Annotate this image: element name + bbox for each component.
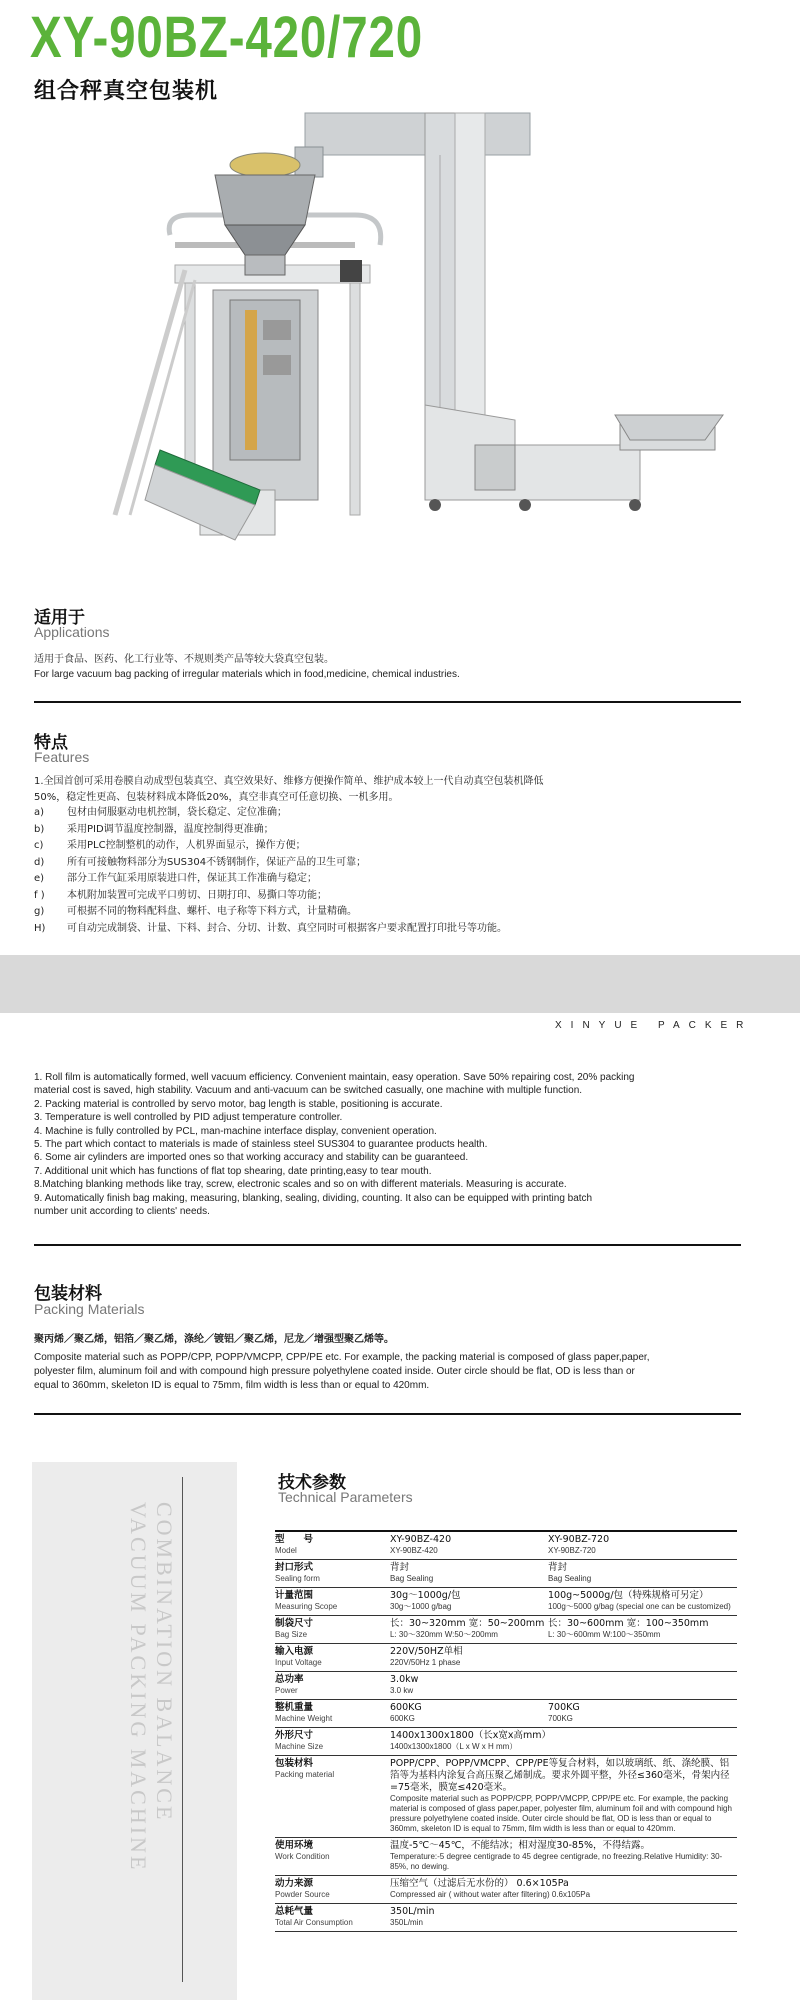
param-value-en: Bag Sealing (390, 1574, 434, 1583)
spec-row (275, 1700, 737, 1728)
param-value-en: XY-90BZ-420 (390, 1546, 438, 1555)
packing-text-en-3: equal to 360mm, skeleton ID is equal to 75mm, film width is less than or equal to 420mm. (34, 1380, 430, 1391)
spec-row (275, 1904, 737, 1932)
param-value-en: 220V/50Hz 1 phase (390, 1658, 461, 1667)
param-value-en: Composite material such as POPP/CPP, POPP/VMCPP, CPP/PE etc. For example, the packing material is composed of glass paper,paper, polyester film, aluminum foil and with compound high pressure polyethylene coated inside. Outer circle should be flat, OD is less than or equal to 360mm, skeleton ID is equal to 75mm, film width is less than or equal to 420mm. (390, 1794, 732, 1833)
param-name-cn: 计量范围 (275, 1590, 314, 1601)
param-name-cn: 使用环境 (275, 1840, 314, 1851)
packing-heading-cn: 包装材料 (34, 1284, 102, 1304)
feature-en-line: 4. Machine is fully controlled by PCL, man-machine interface display, convenient operation. (34, 1125, 437, 1137)
packing-text-en-2: polyester film, aluminum foil and with compound high pressure polyethylene coated inside. Outer circle should be flat, OD is less than or (34, 1366, 635, 1377)
feature-item: a) 包材由伺服驱动电机控制，袋长稳定、定位准确； (34, 807, 287, 818)
param-value-cn: 3.0kw (390, 1674, 419, 1685)
spec-row (275, 1616, 737, 1644)
spec-row (275, 1838, 737, 1876)
param-value-cn: 1400x1300x1800（长x宽x高mm） (390, 1730, 552, 1741)
side-panel (32, 1462, 237, 2000)
feature-item: d) 所有可接触物料部分为SUS304不锈钢制作，保证产品的卫生可靠； (34, 856, 367, 868)
param-value-en: Temperature:-5 degree centigrade to 45 degree centigrade, no freezing.Relative Humidity: 30-85%, no dewing. (390, 1852, 723, 1871)
divider (34, 1413, 741, 1415)
features-heading-en: Features (34, 749, 90, 765)
applications-heading-en: Applications (34, 624, 110, 640)
divider (34, 701, 741, 703)
param-value-cn: 压缩空气（过滤后无水份的） 0.6×105Pa (390, 1878, 569, 1889)
param-name-cn: 外形尺寸 (275, 1730, 314, 1741)
feature-en-line: 2. Packing material is controlled by servo motor, bag length is stable, positioning is accurate. (34, 1098, 443, 1110)
feature-item: e) 部分工作气缸采用原装进口件，保证其工作准确与稳定； (34, 873, 317, 884)
feature-en-line: 7. Additional unit which has functions of flat top shearing, date printing,easy to tear mouth. (34, 1165, 432, 1177)
param-value-cn: 700KG (548, 1702, 580, 1713)
param-value-en: 3.0 kw (390, 1686, 414, 1695)
param-value-en: 700KG (548, 1714, 573, 1723)
param-name-cn: 包装材料 (275, 1758, 314, 1769)
param-name-cn: 型 号 (275, 1534, 314, 1545)
param-value-en: L: 30～600mm W:100～350mm (548, 1630, 661, 1639)
applications-text-en: For large vacuum bag packing of irregular materials which in food,medicine, chemical industries. (34, 669, 460, 680)
param-value-cn: 背封 (548, 1562, 568, 1573)
param-value-en: 350L/min (390, 1918, 423, 1927)
param-value-en: Bag Sealing (548, 1574, 592, 1583)
param-value-en: Compressed air ( without water after filtering) 0.6x105Pa (390, 1890, 591, 1899)
param-name-en: Machine Size (275, 1742, 324, 1751)
param-name-en: Work Condition (275, 1852, 330, 1861)
spec-row (275, 1672, 737, 1700)
feature-en-line: 9. Automatically finish bag making, measuring, blanking, sealing, dividing, counting. It also can be equipped with printing batch (34, 1192, 593, 1204)
spec-row (275, 1531, 737, 1560)
param-value-cn: 温度-5℃～45℃，不能结冰；相对湿度30-85%，不得结露。 (390, 1840, 651, 1851)
param-value-en: 1400x1300x1800（L x W x H mm） (390, 1742, 518, 1751)
param-name-en: Power (275, 1686, 298, 1695)
feature-en-line: 8.Matching blanking methods like tray, screw, electronic scales and so on with different materials. Measuring is accurate. (34, 1179, 567, 1191)
feature-en-line: material cost is saved, high stability. Vacuum and anti-vacuum can be switched casually, one machine with multiple function. (34, 1085, 583, 1097)
feature-en-line: 6. Some air cylinders are imported ones so that working accuracy and stability can be guaranteed. (34, 1152, 469, 1164)
param-name-cn: 总功率 (275, 1674, 304, 1685)
param-value-en: 30g～1000 g/bag (390, 1602, 452, 1611)
feature-en-line: 1. Roll film is automatically formed, well vacuum efficiency. Convenient maintain, easy operation. Save 50% repairing cost, 20% packing (34, 1072, 635, 1083)
param-name-en: Bag Size (275, 1630, 308, 1639)
param-name-cn: 封口形式 (275, 1562, 314, 1573)
param-name-en: Measuring Scope (275, 1602, 338, 1611)
side-panel-line (182, 1477, 183, 1982)
param-value-cn: 长：30~320mm 宽：50~200mm (390, 1618, 545, 1629)
param-name-en: Packing material (275, 1770, 335, 1779)
feature-item: f ) 本机附加装置可完成平口剪切、日期打印、易撕口等功能； (34, 889, 327, 901)
applications-heading-cn: 适用于 (34, 608, 85, 628)
param-value-cn: POPP/CPP、POPP/VMCPP、CPP/PE等复合材料，如以玻璃纸、纸、涤纶膜、铝箔等为基料内涂复合高压聚乙烯制成。要求外圆平整，外径≤360毫米，骨架内径=75毫米，膜宽≤420毫米。 (390, 1758, 730, 1793)
product-subtitle: 组合秤真空包装机 (34, 79, 219, 104)
divider (34, 1244, 741, 1246)
spec-row (275, 1644, 737, 1672)
spec-table (275, 1530, 737, 1932)
param-value-cn: XY-90BZ-720 (548, 1534, 610, 1545)
param-name-en: Sealing form (275, 1574, 320, 1583)
spec-row (275, 1876, 737, 1904)
feature-en-line: number unit according to clients' needs. (34, 1206, 210, 1218)
product-title: XY-90BZ-420/720 (30, 5, 424, 70)
param-name-cn: 动力来源 (275, 1878, 314, 1889)
page-break-band (0, 955, 800, 1013)
param-value-en: 600KG (390, 1714, 415, 1723)
param-value-cn: 220V/50HZ单相 (390, 1646, 463, 1657)
param-value-cn: 350L/min (390, 1906, 435, 1917)
feature-item: c) 采用PLC控制整机的动作，人机界面显示，操作方便； (34, 840, 306, 851)
spec-row (275, 1728, 737, 1756)
param-name-en: Powder Source (275, 1890, 330, 1899)
features-list-cn (34, 774, 734, 937)
machine-image (95, 105, 735, 570)
feature-en-line: 3. Temperature is well controlled by PID adjust temperature controller. (34, 1112, 343, 1124)
param-name-en: Input Voltage (275, 1658, 322, 1667)
param-name-cn: 制袋尺寸 (275, 1618, 314, 1629)
param-name-cn: 输入电源 (275, 1646, 314, 1657)
tech-heading-cn: 技术参数 (278, 1473, 346, 1493)
param-name-en: Machine Weight (275, 1714, 333, 1723)
param-name-cn: 总耗气量 (275, 1906, 314, 1917)
features-heading-cn: 特点 (34, 733, 68, 753)
applications-text-cn: 适用于食品、医药、化工行业等、不规则类产品等较大袋真空包装。 (34, 654, 334, 665)
param-value-cn: 600KG (390, 1702, 422, 1713)
spec-row (275, 1588, 737, 1616)
param-name-en: Model (275, 1546, 297, 1555)
param-value-cn: 背封 (390, 1562, 410, 1573)
brand-name: XINYUE PACKER (555, 1020, 753, 1031)
packing-text-en-1: Composite material such as POPP/CPP, POPP/VMCPP, CPP/PE etc. For example, the packing material is composed of glass paper,paper, (34, 1352, 650, 1363)
features-intro-2: 50%，稳定性更高、包装材料成本降低20%，真空非真空可任意切换、一机多用。 (34, 791, 399, 803)
spec-row (275, 1560, 737, 1588)
feature-item: b) 采用PID调节温度控制器，温度控制得更准确； (34, 823, 274, 835)
param-value-en: L: 30～320mm W:50～200mm (390, 1630, 498, 1639)
side-panel-text: COMBINATION BALANCE VACUUM PACKING MACHINE (126, 1502, 177, 1873)
param-value-cn: 长：30~600mm 宽：100~350mm (548, 1618, 709, 1629)
param-value-cn: XY-90BZ-420 (390, 1534, 452, 1545)
param-value-cn: 100g~5000g/包（特殊规格可另定） (548, 1590, 709, 1601)
param-value-en: 100g～5000 g/bag (special one can be customized) (548, 1602, 731, 1611)
param-name-cn: 整机重量 (275, 1702, 314, 1713)
feature-item: H) 可自动完成制袋、计量、下料、封合、分切、计数、真空同时可根据客户要求配置打印批号等功能。 (34, 922, 507, 934)
param-value-en: XY-90BZ-720 (548, 1546, 596, 1555)
feature-en-line: 5. The part which contact to materials is made of stainless steel SUS304 to guarantee products health. (34, 1139, 488, 1151)
feature-item: g) 可根据不同的物料配料盘、螺杆、电子称等下料方式，计量精确。 (34, 906, 357, 917)
tech-heading-en: Technical Parameters (278, 1489, 413, 1505)
packing-text-cn: 聚丙烯／聚乙烯，铝箔／聚乙烯，涤纶／镀铝／聚乙烯，尼龙／增强型聚乙烯等。 (34, 1334, 394, 1345)
param-value-cn: 30g～1000g/包 (390, 1590, 461, 1601)
features-intro-1: 1.全国首创可采用卷膜自动成型包装真空、真空效果好、维修方便操作简单、维护成本较上一代自动真空包装机降低 (34, 776, 544, 787)
packing-heading-en: Packing Materials (34, 1301, 145, 1317)
param-name-en: Total Air Consumption (275, 1918, 353, 1927)
features-list-en (34, 1071, 754, 1218)
spec-row (275, 1756, 737, 1838)
